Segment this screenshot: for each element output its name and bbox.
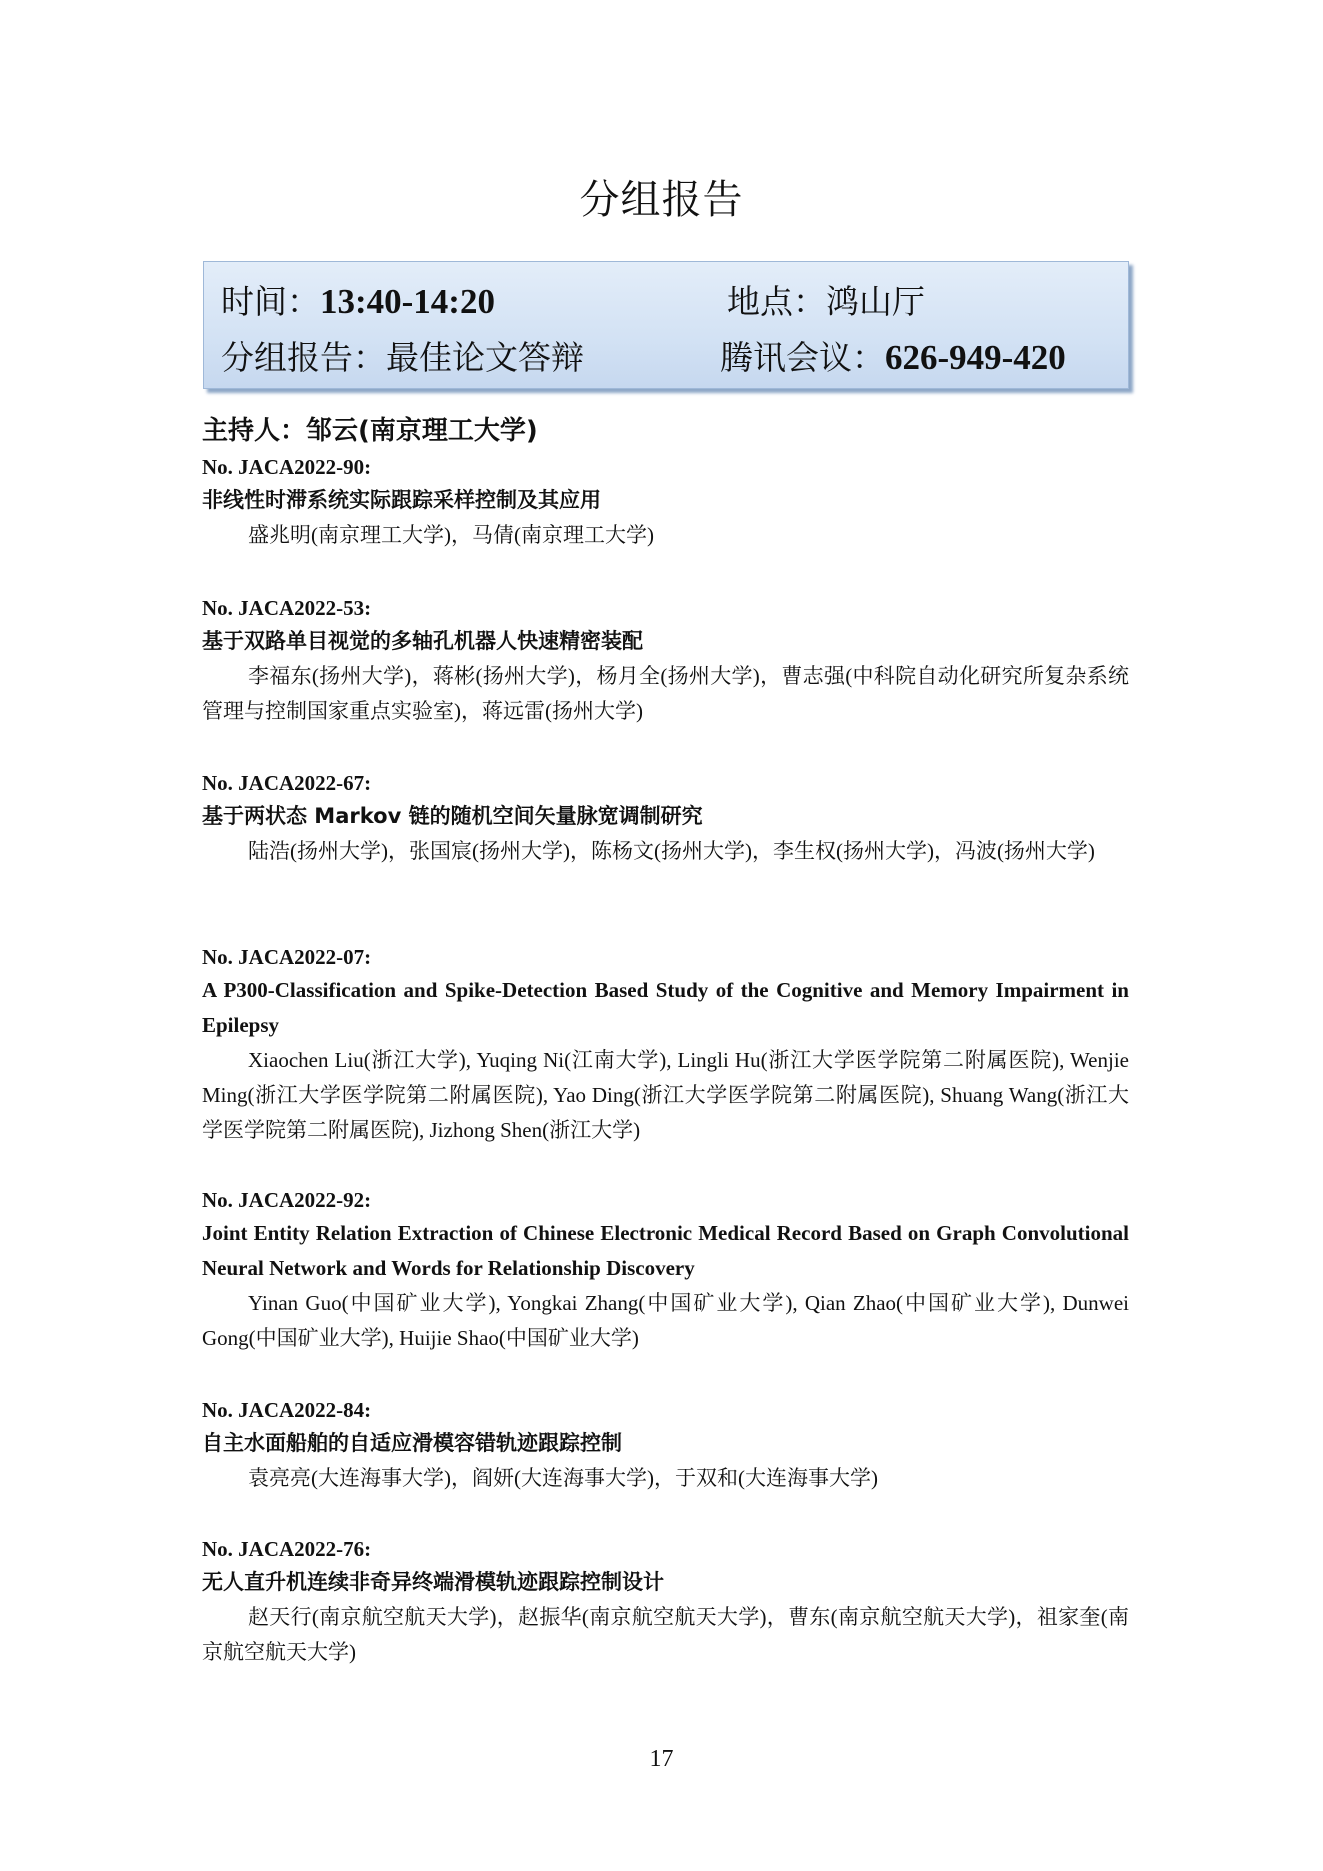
time-info	[221, 276, 495, 323]
place-info	[727, 276, 925, 323]
paper-authors: 李福东(扬州大学)，蒋彬(扬州大学)，杨月全(扬州大学)，曹志强(中科院自动化研究所复杂系统管理与控制国家重点实验室)，蒋远雷(扬州大学)	[202, 664, 1129, 723]
paper-number: No. JACA2022-84:	[202, 1398, 372, 1422]
paper-number: No. JACA2022-07:	[202, 945, 372, 969]
session-label: 分组报告：	[221, 338, 386, 377]
paper-authors: 陆浩(扬州大学)，张国宸(扬州大学)，陈杨文(扬州大学)，李生权(扬州大学)，冯波(扬州大学)	[248, 839, 1095, 863]
paper-title: Joint Entity Relation Extraction of Chinese Electronic Medical Record Based on Graph Convolutional Neural Network and Words for Relationship Discovery	[202, 1221, 1129, 1280]
paper-authors: Xiaochen Liu(浙江大学), Yuqing Ni(江南大学), Lingli Hu(浙江大学医学院第二附属医院), Wenjie Ming(浙江大学医学院第二附属医院), Yao Ding(浙江大学医学院第二附属医院), Shuang Wang(浙江大学医学院第二附属医院), Jizhong Shen(浙江大学)	[202, 1048, 1129, 1142]
meeting-info	[720, 332, 1066, 379]
paper-number: No. JACA2022-92:	[202, 1188, 372, 1212]
paper-authors: 赵天行(南京航空航天大学)，赵振华(南京航空航天大学)，曹东(南京航空航天大学)，祖家奎(南京航空航天大学)	[202, 1605, 1129, 1664]
session-host: 主持人：邹云(南京理工大学)	[202, 416, 538, 446]
paper-title: A P300-Classification and Spike-Detection Based Study of the Cognitive and Memory Impairment in Epilepsy	[202, 978, 1129, 1037]
paper-title: 基于两状态 Markov 链的随机空间矢量脉宽调制研究	[202, 804, 703, 828]
paper-number: No. JACA2022-90:	[202, 455, 372, 479]
meeting-id: 626-949-420	[885, 338, 1066, 377]
meeting-label: 腾讯会议：	[720, 338, 885, 377]
page-number: 17	[649, 1746, 674, 1772]
session-info	[221, 332, 584, 379]
paper-number: No. JACA2022-67:	[202, 771, 372, 795]
page-title: 分组报告	[579, 177, 744, 223]
place-value: 鸿山厅	[826, 282, 925, 321]
paper-title: 自主水面船舶的自适应滑模容错轨迹跟踪控制	[202, 1431, 622, 1455]
paper-authors: Yinan Guo(中国矿业大学), Yongkai Zhang(中国矿业大学), Qian Zhao(中国矿业大学), Dunwei Gong(中国矿业大学), Huijie Shao(中国矿业大学)	[202, 1291, 1129, 1350]
paper-number: No. JACA2022-76:	[202, 1537, 372, 1561]
paper-title: 无人直升机连续非奇异终端滑模轨迹跟踪控制设计	[202, 1570, 664, 1594]
paper-title: 非线性时滞系统实际跟踪采样控制及其应用	[202, 488, 601, 512]
time-value: 13:40-14:20	[320, 282, 495, 321]
paper-number: No. JACA2022-53:	[202, 596, 372, 620]
session-info-box	[203, 261, 1129, 389]
paper-title: 基于双路单目视觉的多轴孔机器人快速精密装配	[202, 629, 643, 653]
session-value: 最佳论文答辩	[386, 338, 584, 377]
paper-authors: 盛兆明(南京理工大学)，马倩(南京理工大学)	[248, 523, 654, 547]
place-label: 地点：	[727, 282, 826, 321]
time-label: 时间：	[221, 282, 320, 321]
paper-authors: 袁亮亮(大连海事大学)，阎妍(大连海事大学)，于双和(大连海事大学)	[248, 1466, 878, 1490]
